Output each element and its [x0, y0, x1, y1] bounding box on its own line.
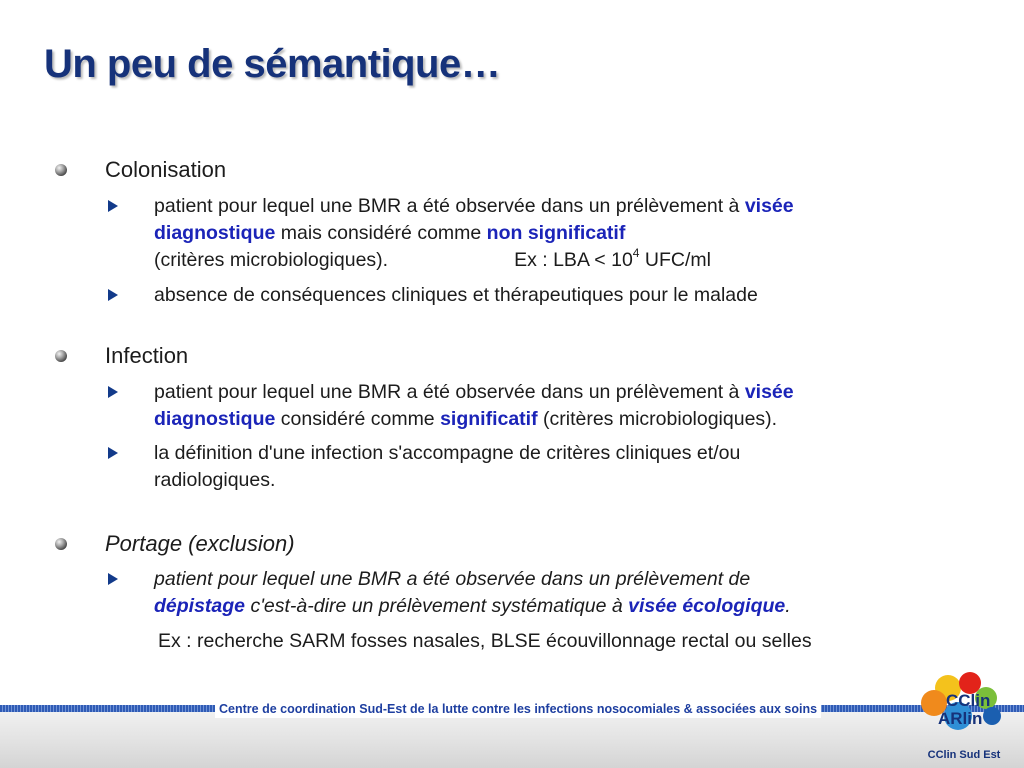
logo-text-line2: ARlin [938, 709, 983, 728]
example-text: Ex : LBA < 10 [514, 249, 633, 271]
sphere-bullet-icon [55, 350, 67, 362]
text-run: patient pour lequel une BMR a été observée dans un prélèvement à [154, 195, 745, 217]
text-run: radiologiques. [154, 469, 276, 491]
example-text: Ex : recherche SARM fosses nasales, BLSE écouvillonnage rectal ou selles [158, 630, 812, 652]
highlight-text: diagnostique [154, 222, 276, 244]
triangle-bullet-icon [108, 386, 118, 398]
text-run: patient pour lequel une BMR a été observée dans un prélèvement à [154, 381, 745, 403]
cclin-logo [908, 668, 1020, 764]
text-run: (critères microbiologiques). [154, 249, 389, 271]
text-run: mais considéré comme [275, 222, 487, 244]
text-run: considéré comme [275, 408, 441, 430]
text-run: patient pour lequel une BMR a été observée dans un prélèvement de [154, 568, 751, 590]
exponent: 4 [632, 245, 640, 260]
text-run: . [785, 595, 791, 617]
highlight-text: visée [744, 195, 794, 217]
text-run: c'est-à-dire un prélèvement systématique à [245, 595, 629, 617]
text-run: UFC/ml [639, 249, 711, 271]
text-run: absence de conséquences cliniques et thérapeutiques pour le malade [154, 284, 758, 306]
highlight-text: diagnostique [154, 408, 276, 430]
slide-title: Un peu de sémantique… [44, 42, 501, 86]
text-run: la définition d'une infection s'accompagne de critères cliniques et/ou [154, 442, 741, 464]
triangle-bullet-icon [108, 289, 118, 301]
highlight-text: non significatif [486, 222, 626, 244]
item-text [154, 282, 924, 309]
highlight-text: dépistage [154, 595, 246, 617]
logo-text-line1: CClin [946, 691, 991, 710]
triangle-bullet-icon [108, 447, 118, 459]
section-heading: Colonisation [105, 157, 227, 182]
item-text [154, 440, 924, 494]
item-text [154, 379, 924, 433]
text-run: (critères microbiologiques). [537, 408, 778, 430]
triangle-bullet-icon [108, 200, 118, 212]
section-heading: Portage (exclusion) [105, 531, 295, 556]
section-heading: Infection [105, 343, 189, 368]
highlight-text: visée [744, 381, 794, 403]
sphere-bullet-icon [55, 538, 67, 550]
item-text [154, 566, 924, 620]
logo-caption: CClin Sud Est [927, 749, 1001, 761]
footer-text: Centre de coordination Sud-Est de la lutte contre les infections nosocomiales & associées aux soins [215, 700, 821, 718]
sphere-bullet-icon [55, 164, 67, 176]
item-text [154, 193, 924, 274]
highlight-text: significatif [440, 408, 538, 430]
highlight-text: visée écologique [628, 595, 786, 617]
triangle-bullet-icon [108, 573, 118, 585]
